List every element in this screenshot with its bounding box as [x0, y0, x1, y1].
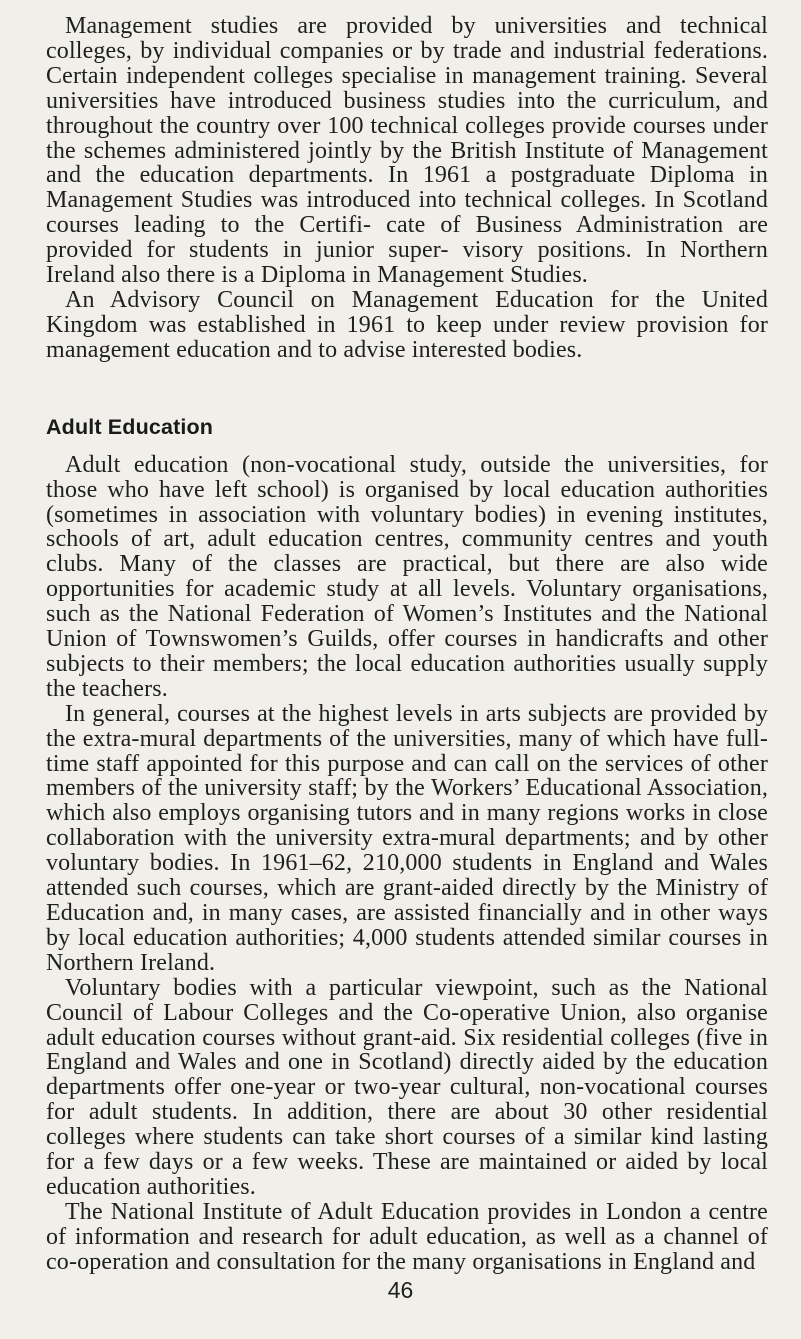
paragraph-adult-education-intro: Adult education (non-vocational study, outside the universities, for those who have left school) is organised by local education authorities (sometimes in association with voluntary bodies) in evening institutes, schools of art, adult education centres, community centres and youth clubs. Many of the classes are practical, but there are also wide opportunities for academic study at all levels. Voluntary organisations, such as the National Federation of Women’s Institutes and the National Union of Townswomen’s Guilds, offer courses in handicrafts and other subjects to their members; the local education authorities usually supply the teachers.	[46, 451, 768, 702]
page-number: 46	[387, 1277, 414, 1303]
paragraph-extra-mural-courses: In general, courses at the highest levels in arts subjects are provided by the extra-mural departments of the universities, many of which have full- time staff appointed for this purpose and can call on the services of other members of the university staff; by the Workers’ Educational Association, which also employs organising tutors and in many regions works in close collaboration with the university extra-mural departments; and by other voluntary bodies. In 1961–62, 210,000 students in England and Wales attended such courses, which are grant-aided directly by the Ministry of Education and, in many cases, are assisted financially and in other ways by local education authorities; 4,000 students attended similar courses in Northern Ireland.	[46, 700, 768, 976]
paragraph-national-institute: The National Institute of Adult Education provides in London a centre of information and research for adult education, as well as a channel of co-operation and consultation for the many organisations in England and	[46, 1198, 768, 1275]
document-page	[46, 14, 768, 1275]
section-heading-adult-education: Adult Education	[46, 414, 214, 439]
paragraph-advisory-council: An Advisory Council on Management Education for the United Kingdom was established in 1961 to keep under review provision for management education and to advise interested bodies.	[46, 286, 768, 363]
paragraph-management-studies: Management studies are provided by universities and technical colleges, by individual companies or by trade and industrial federations. Certain independent colleges specialise in management training. Several universities have introduced business studies into the curriculum, and throughout the country over 100 technical colleges provide courses under the schemes administered jointly by the British Institute of Management and the education departments. In 1961 a postgraduate Diploma in Management Studies was introduced into technical colleges. In Scotland courses leading to the Certifi- cate of Business Administration are provided for students in junior super- visory positions. In Northern Ireland also there is a Diploma in Management Studies.	[46, 13, 768, 289]
paragraph-voluntary-bodies: Voluntary bodies with a particular viewpoint, such as the National Council of Labour Colleges and the Co-operative Union, also organise adult education courses without grant-aid. Six residential colleges (five in England and Wales and one in Scotland) directly aided by the education departments offer one-year or two-year cultural, non-vocational courses for adult students. In addition, there are about 30 other residential colleges where students can take short courses of a similar kind lasting for a few days or a few weeks. These are maintained or aided by local education authorities.	[46, 974, 768, 1200]
